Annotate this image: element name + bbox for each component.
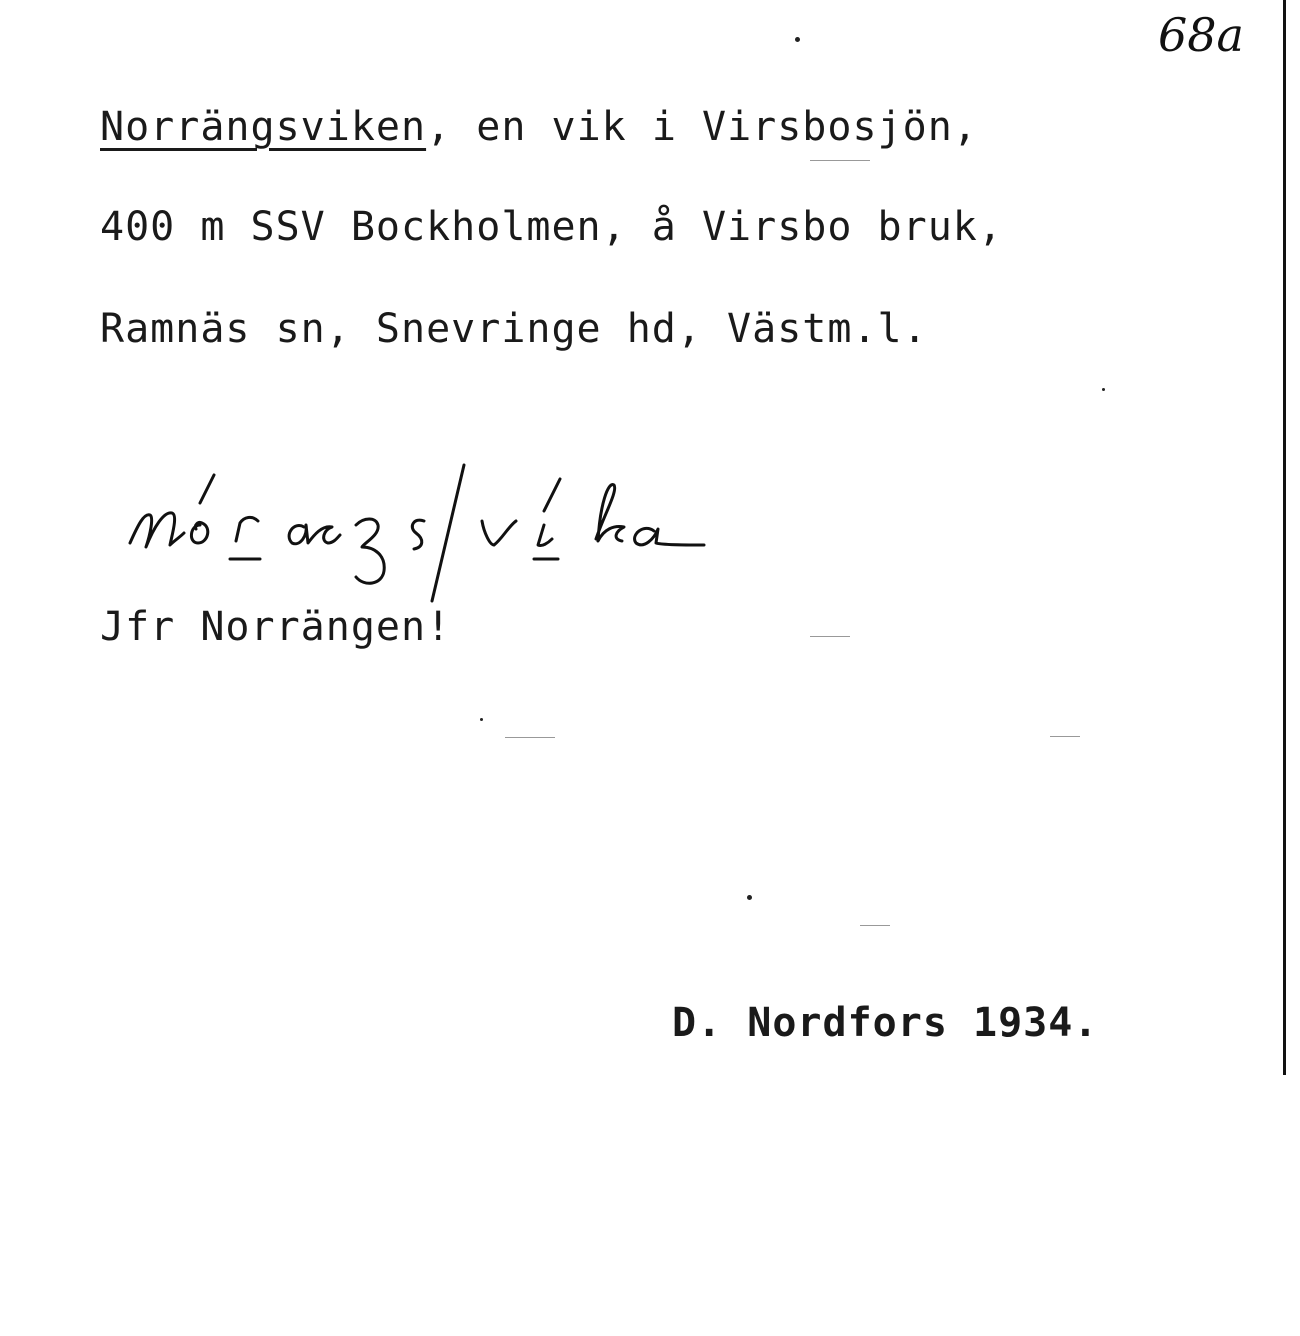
faint-mark [860, 925, 890, 926]
entry-line-2: 400 m SSV Bockholmen, å Virsbo bruk, [100, 204, 1003, 250]
signature: D. Nordfors 1934. [672, 1000, 1099, 1046]
cross-reference: Jfr Norrängen! [100, 604, 452, 650]
ink-speck [747, 895, 752, 900]
faint-mark [810, 636, 850, 637]
entry-line-1-rest: , en vik i Virsbosjön, [426, 104, 978, 150]
ink-speck [795, 37, 800, 42]
faint-mark [1050, 736, 1080, 737]
headword: Norrängsviken [100, 104, 427, 150]
card-right-edge [1283, 0, 1286, 1075]
card-number: 68a [1158, 8, 1244, 62]
entry-line-1 [100, 104, 978, 150]
entry-line-3: Ramnäs sn, Snevringe hd, Västm.l. [100, 306, 928, 352]
faint-mark [810, 160, 870, 161]
ink-speck [1102, 388, 1105, 391]
faint-mark [505, 737, 555, 738]
ink-speck [480, 718, 483, 721]
